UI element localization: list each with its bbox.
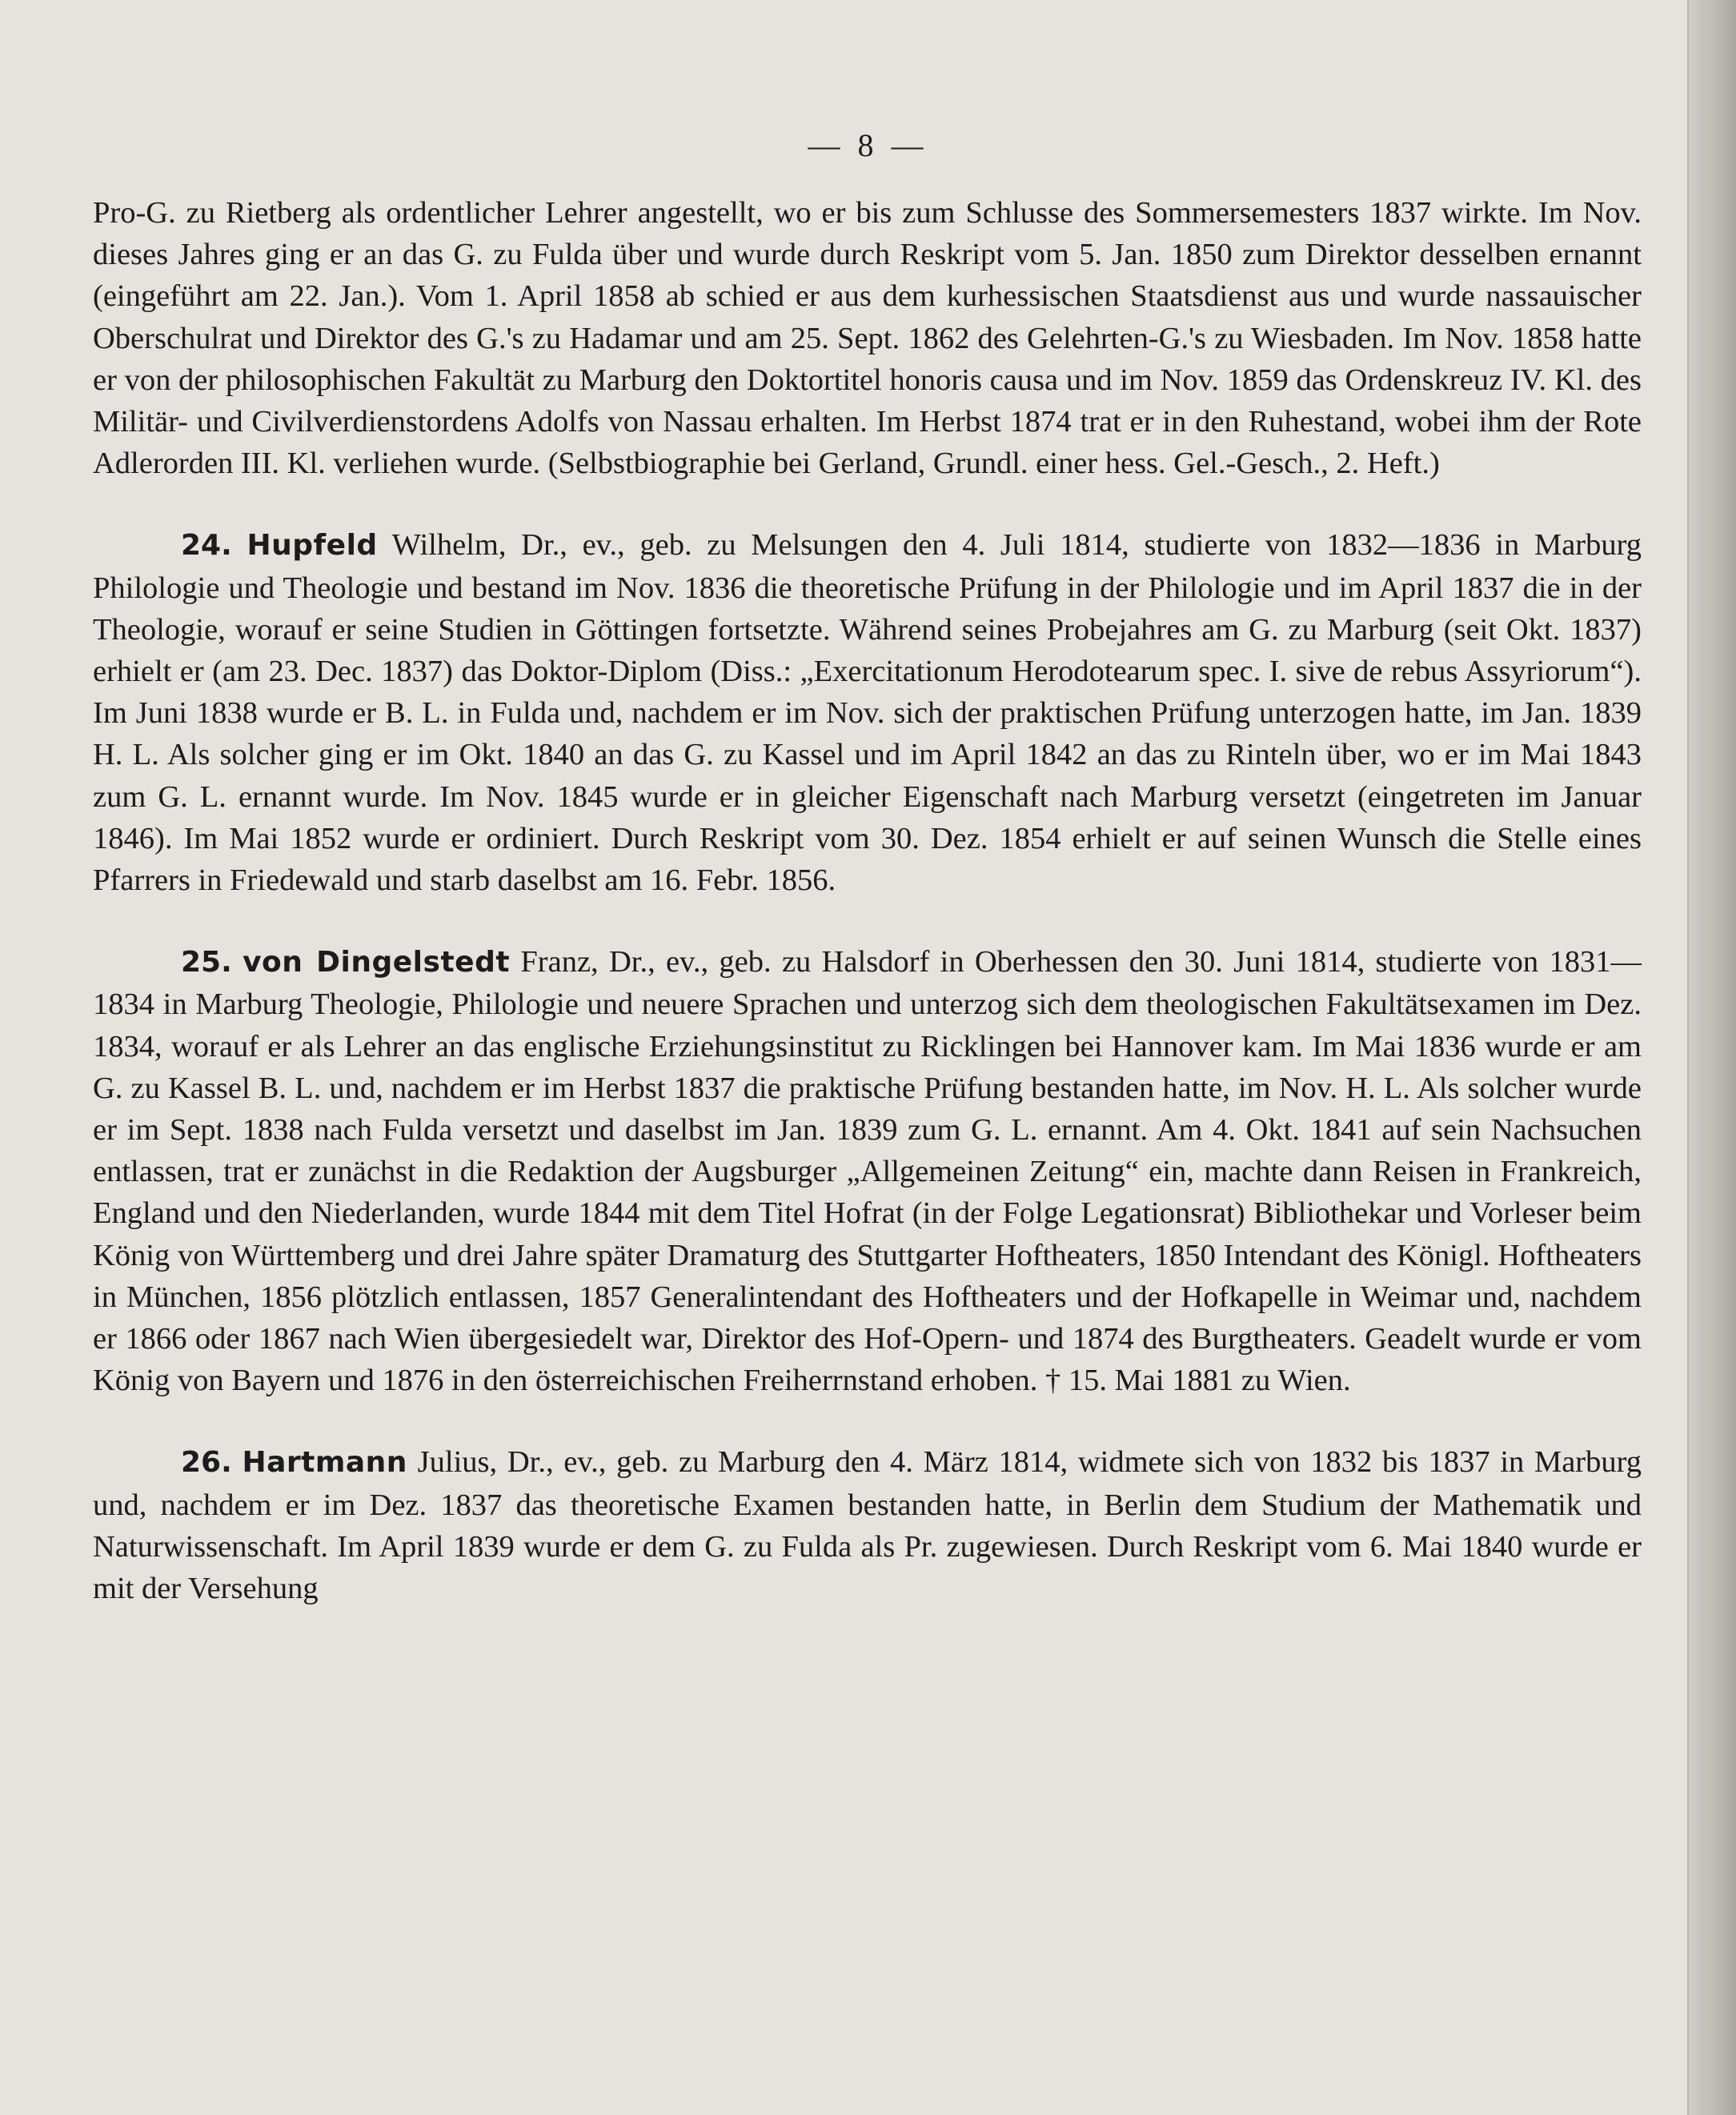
page-body (93, 192, 1642, 1649)
page-edge (1687, 0, 1736, 2115)
entry-name: Hartmann (242, 1446, 407, 1480)
entry-24 (93, 524, 1642, 901)
entry-name: Hupfeld (247, 529, 378, 563)
entry-text: Wilhelm, Dr., ev., geb. zu Melsungen den 4. Juli 1814, studierte von 1832—1836 in Marburg Philologie und Theologie und bestand im Nov. 1836 die theoretische Prüfung in der Philologie und im April 1837 die in der Theologie, worauf er seine Studien in Göttingen fortsetzte. Während seines Probejahres am G. zu Marburg (seit Okt. 1837) erhielt er (am 23. Dec. 1837) das Doktor-Diplom (Diss.: „Exercitationum Herodotearum spec. I. sive de rebus Assyriorum“). Im Juni 1838 wurde er B. L. in Fulda und, nachdem er im Nov. sich der praktischen Prüfung unterzogen hatte, im Jan. 1839 H. L. Als solcher ging er im Okt. 1840 an das G. zu Kassel und im April 1842 an das zu Rinteln über, wo er im Mai 1843 zum G. L. ernannt wurde. Im Nov. 1845 wurde er in gleicher Eigenschaft nach Marburg versetzt (eingetreten im Januar 1846). Im Mai 1852 wurde er ordiniert. Durch Reskript vom 30. Dez. 1854 erhielt er auf seinen Wunsch die Stelle eines Pfarrers in Friedewald und starb daselbst am 16. Febr. 1856. (93, 528, 1642, 898)
entry-25 (93, 941, 1642, 1401)
entry-number: 26. (181, 1446, 232, 1480)
entry-name: von Dingelstedt (243, 946, 511, 979)
entry-number: 25. (181, 946, 232, 979)
entry-text: Franz, Dr., ev., geb. zu Halsdorf in Oberhessen den 30. Juni 1814, studierte von 1831—1834 in Marburg Theologie, Philologie und neuere Sprachen und unterzog sich dem theologischen Fakultätsexamen im Dez. 1834, worauf er als Lehrer an das englische Erziehungsinstitut zu Ricklingen bei Hannover kam. Im Mai 1836 wurde er am G. zu Kassel B. L. und, nachdem er im Herbst 1837 die praktische Prüfung bestanden hatte, im Nov. H. L. Als solcher wurde er im Sept. 1838 nach Fulda versetzt und daselbst im Jan. 1839 zum G. L. ernannt. Am 4. Okt. 1841 auf sein Nachsuchen entlassen, trat er zunächst in die Redaktion der Augsburger „Allgemeinen Zeitung“ ein, machte dann Reisen in Frankreich, England und den Niederlanden, wurde 1844 mit dem Titel Hofrat (in der Folge Legationsrat) Bibliothekar und Vorleser beim König von Württemberg und drei Jahre später Dramaturg des Stuttgarter Hoftheaters, 1850 Intendant des Königl. Hoftheaters in München, 1856 plötzlich entlassen, 1857 Generalintendant des Hoftheaters und der Hofkapelle in Weimar und, nachdem er 1866 oder 1867 nach Wien übergesiedelt war, Direktor des Hof-Opern- und 1874 des Burgtheaters. Geadelt wurde er vom König von Bayern und 1876 in den österreichischen Freiherrnstand erhoben. † 15. Mai 1881 zu Wien. (93, 945, 1642, 1398)
page-number: — 8 — (808, 127, 928, 163)
entry-26 (93, 1441, 1642, 1609)
continuation-paragraph: Pro-G. zu Rietberg als ordentlicher Lehrer angestellt, wo er bis zum Schlusse des Sommersemesters 1837 wirkte. Im Nov. dieses Jahres ging er an das G. zu Fulda über und wurde durch Reskript vom 5. Jan. 1850 zum Direktor desselben ernannt (eingeführt am 22. Jan.). Vom 1. April 1858 ab schied er aus dem kurhessischen Staatsdienst aus und wurde nassauischer Oberschulrat und Direktor des G.'s zu Hadamar und am 25. Sept. 1862 des Gelehrten-G.'s zu Wiesbaden. Im Nov. 1858 hatte er von der philosophischen Fakultät zu Marburg den Doktortitel honoris causa und im Nov. 1859 das Ordenskreuz IV. Kl. des Militär- und Civilverdienstordens Adolfs von Nassau erhalten. Im Herbst 1874 trat er in den Ruhestand, wobei ihm der Rote Adlerorden III. Kl. verliehen wurde. (Selbstbiographie bei Gerland, Grundl. einer hess. Gel.-Gesch., 2. Heft.) (93, 196, 1642, 481)
entry-number: 24. (181, 529, 232, 563)
entry-text: Julius, Dr., ev., geb. zu Marburg den 4. März 1814, widmete sich von 1832 bis 1837 in Marburg und, nachdem er im Dez. 1837 das theoretische Examen bestanden hatte, in Berlin dem Studium der Mathematik und Naturwissenschaft. Im April 1839 wurde er dem G. zu Fulda als Pr. zugewiesen. Durch Reskript vom 6. Mai 1840 wurde er mit der Versehung (93, 1445, 1642, 1606)
